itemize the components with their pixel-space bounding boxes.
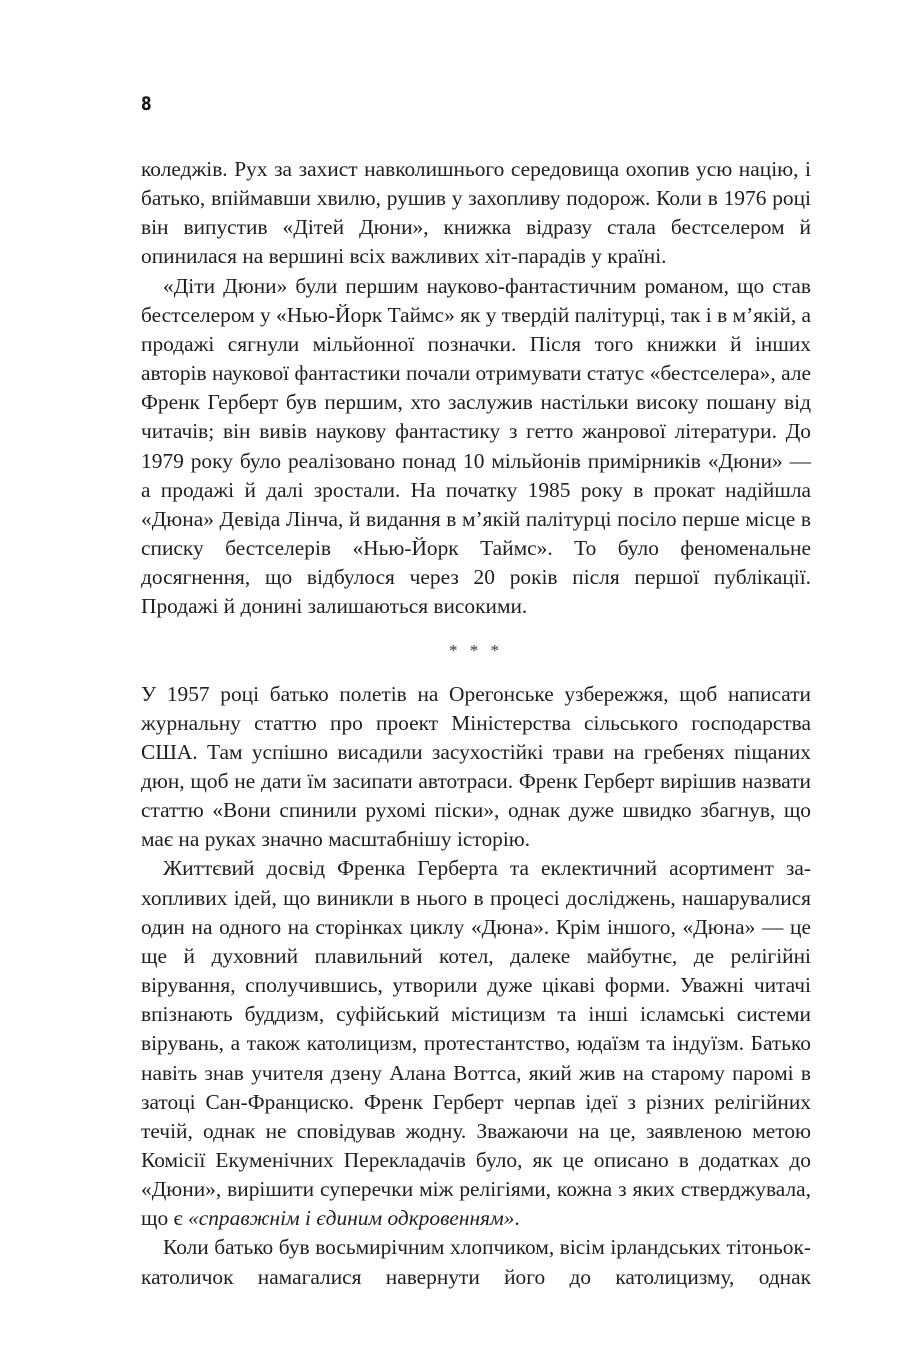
section-divider: * * * [449, 640, 503, 660]
paragraph-childhood: Коли батько був восьмирічним хлопчиком, вісім ірландських тітоньок-католичок намагалися навернути його до католицизму, однак [141, 1235, 811, 1289]
paragraph-children-of-dune: «Діти Дюни» були першим науково-фантастичним романом, що став бестселером у «Нью-Йорк Таймс» як у твердій палітурці, так і в м’якій, а продажі сягнули мільйонної позначки. Після того книжки й інших авторів наукової фантастики почали отримувати статус «бестселера», але Френк Герберт був першим, хто заслужив настільки високу пошану від читачів; він вивів наукову фантастику з гетто жанрової літератури. До 1979 року було реалізовано понад 10 мільйонів примірників «Дюни» — а продажі й далі зростали. На початку 1985 року в прокат надійшла «Дюна» Девіда Лінча, й видання в м’якій палітурці посіло перше місце в списку бестселерів «Нью-Йорк Таймс». То було феноменальне досягнення, що відбулося через 20 років після першої публікації. Продажі й донині залишаються високими. [141, 273, 812, 619]
page-number: 8 [141, 93, 152, 115]
paragraph-religions [141, 854, 811, 1233]
paragraph-continuation: коледжів. Рух за захист навколишнього середовища охопив усю націю, і батько, впіймавши хвилю, рушив у захопливу подорож. Коли в 1976 році він випустив «Дітей Дюни», книжка відразу стала бестселером й опинилася на вершині всіх важливих хіт-парадів у країні. [141, 157, 811, 269]
paragraph-oregon-dunes: У 1957 році батько полетів на Орегонське узбережжя, щоб написати журнальну статтю про проект Міністерства сільського господарства США. Там успішно висадили засухостійкі трави на гребенях піщаних дюн, щоб не дати їм засипати автотраси. Френк Герберт вирішив назвати статтю «Вони спинили рухомі піски», однак дуже швидко збагнув, що має на руках значно масштабнішу історію. [141, 681, 811, 852]
paragraph-religions-text: Життєвий досвід Френка Герберта та еклектичний асортимент захопливих ідей, що виникли в нього в процесі досліджень, нашарувалися один на одного на сторінках циклу «Дюна». Крім іншого, «Дюна» — це ще й духовний плавильний котел, далеке майбутнє, де релігійні вірування, сполучившись, утворили дуже цікаві форми. Уважні читачі впізнають буддизм, суфійський містицизм та інші ісламські системи вірувань, а також католицизм, протестантство, юдаїзм та індуїзм. Батько навіть знав учителя дзену Алана Воттса, який жив на старому паромі в затоці Сан-Франциско. Френк Герберт черпав ідеї з різних релігійних течій, однак не сповідував жодну. Зважаючи на це, заявленою метою Комісії Екуменічних Перекладачів було, як це описано в додатках до «Дюни», вирішити суперечки між релігіями, кожна з яких стверджувала, що є [141, 856, 811, 1231]
body-text [141, 155, 811, 1292]
italic-quote: «справжнім і єдиним одкровенням» [188, 1206, 515, 1231]
paragraph-religions-end: . [514, 1206, 520, 1231]
